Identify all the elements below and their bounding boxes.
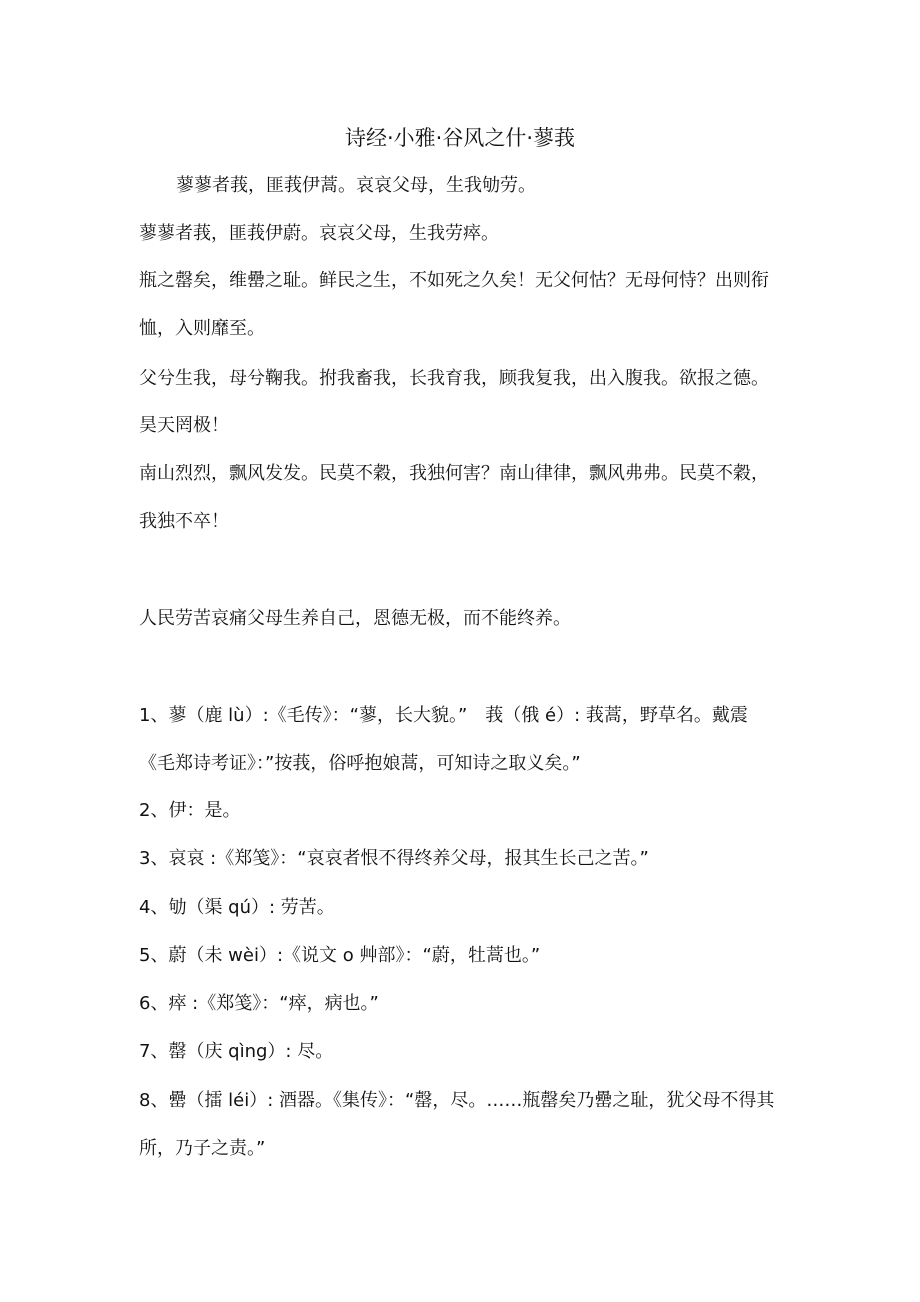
page-title: 诗经·小雅·谷风之什·蓼莪 [344, 126, 576, 150]
poem-line: 昊天罔极！ [139, 415, 229, 436]
poem-line: 蓼蓼者莪，匪莪伊蒿。哀哀父母，生我劬劳。 [176, 175, 536, 196]
note-line: 5、蔚（未 wèi）:《说文 o 艸部》：“蔚，牡蒿也。” [139, 945, 541, 966]
poem-line: 恤，入则靡至。 [139, 318, 265, 339]
poem-line: 蓼蓼者莪，匪莪伊蔚。哀哀父母，生我劳瘁。 [139, 223, 499, 244]
note-line: 3、哀哀 :《郑笺》：“哀哀者恨不得终养父母，报其生长己之苦。” [139, 848, 649, 869]
note-line: 7、罄（庆 qìng）: 尽。 [139, 1041, 334, 1062]
poem-line: 父兮生我，母兮鞠我。拊我畜我，长我育我，顾我复我，出入腹我。欲报之德。 [139, 368, 769, 389]
note-line: 《毛郑诗考证》：”按莪，俗呼抱娘蒿，可知诗之取义矣。” [139, 753, 581, 774]
poem-line: 南山烈烈，飘风发发。民莫不穀，我独何害？南山律律，飘风弗弗。民莫不穀， [139, 463, 769, 484]
summary-paragraph: 人民劳苦哀痛父母生养自己，恩德无极，而不能终养。 [139, 608, 571, 629]
note-line: 1、蓼（鹿 lù）:《毛传》：“蓼，长大貌。” 莪（俄 é）: 莪蒿，野草名。戴震 [139, 705, 748, 726]
note-line: 所，乃子之责。” [139, 1138, 266, 1159]
note-line: 8、罍（擂 léi）: 酒器。《集传》：“罄，尽。……瓶罄矣乃罍之耻，犹父母不得其 [139, 1090, 775, 1111]
note-line: 4、劬（渠 qú）: 劳苦。 [139, 897, 335, 918]
note-line: 6、瘁 :《郑笺》：“瘁，病也。” [139, 993, 379, 1014]
poem-line: 瓶之罄矣，维罍之耻。鲜民之生，不如死之久矣！无父何怙？无母何恃？出则衔 [139, 270, 769, 291]
note-line: 2、伊：是。 [139, 800, 241, 821]
poem-line: 我独不卒！ [139, 511, 229, 532]
